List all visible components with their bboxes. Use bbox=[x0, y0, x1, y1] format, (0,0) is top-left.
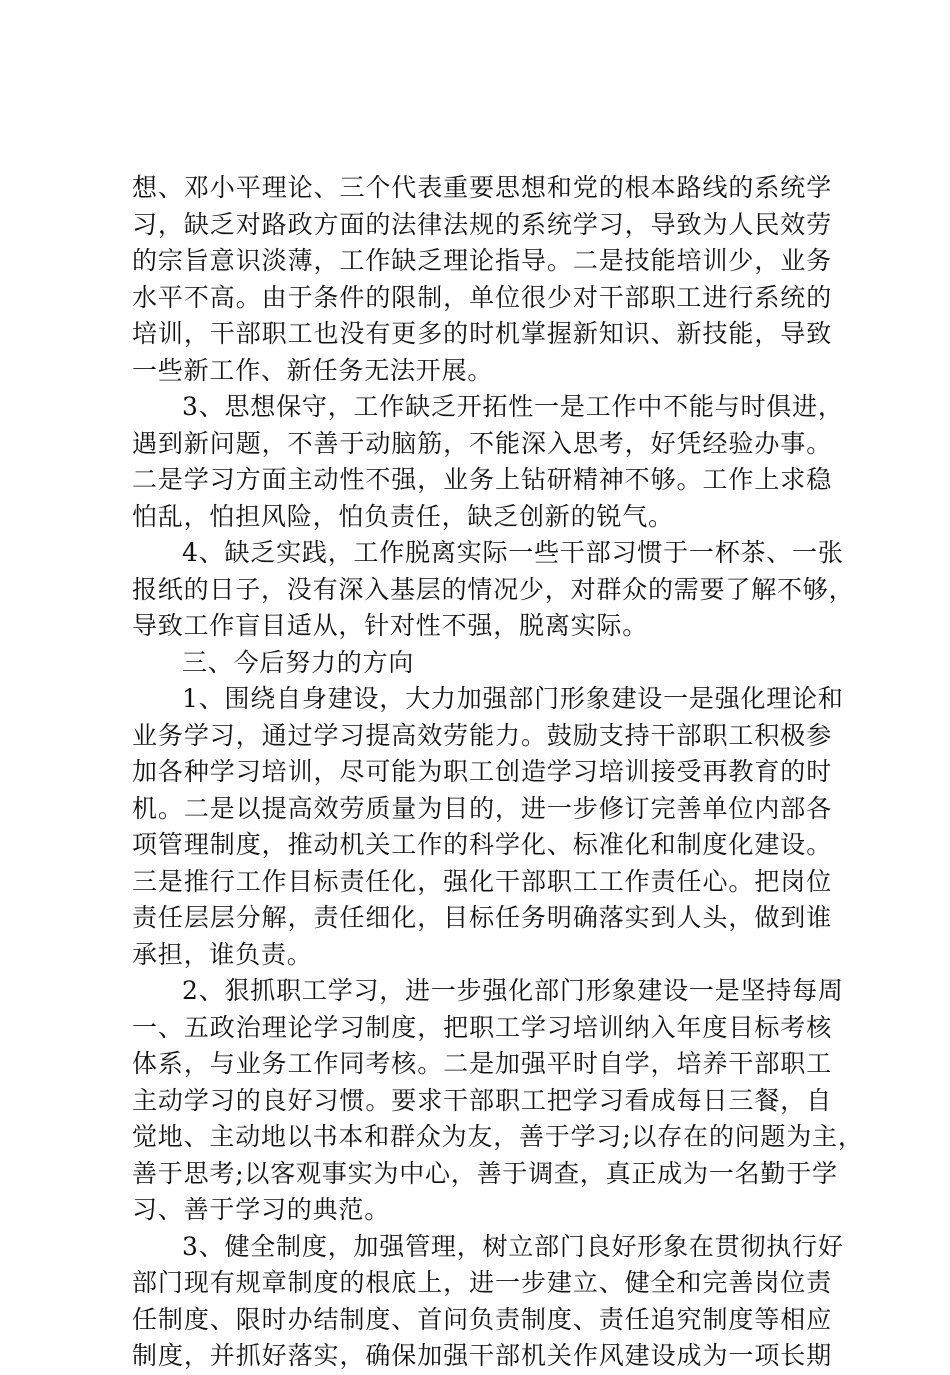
text-line: 一、五政治理论学习制度，把职工学习培训纳入年度目标考核 bbox=[132, 1012, 832, 1042]
paragraph-start-line: 2、狠抓职工学习，进一步强化部门形象建设一是坚持每周 bbox=[182, 976, 844, 1005]
text-line: 加各种学习培训，尽可能为职工创造学习培训接受再教育的时 bbox=[132, 757, 832, 786]
text-line: 导致工作盲目适从，针对性不强，脱离实际。 bbox=[132, 611, 649, 640]
text-line: 业务学习，通过学习提高效劳能力。鼓励支持干部职工积极参 bbox=[132, 720, 832, 750]
text-line: 习、善于学习的典范。 bbox=[132, 1195, 391, 1224]
text-line: 部门现有规章制度的根底上，进一步建立、健全和完善岗位责 bbox=[132, 1268, 832, 1297]
text-line: 二是学习方面主动性不强，业务上钻研精神不够。工作上求稳 bbox=[132, 465, 832, 494]
text-line: 习，缺乏对路政方面的法律法规的系统学习，导致为人民效劳 bbox=[132, 209, 832, 239]
text-line: 善于思考;以客观事实为中心，善于调查，真正成为一名勤于学 bbox=[132, 1158, 838, 1188]
text-line: 机。二是以提高效劳质量为目的，进一步修订完善单位内部各 bbox=[132, 793, 832, 823]
text-line: 责任层层分解，责任细化，目标任务明确落实到人头，做到谁 bbox=[132, 903, 832, 932]
text-line: 体系，与业务工作同考核。二是加强平时自学，培养干部职工 bbox=[132, 1049, 832, 1078]
text-line: 承担，谁负责。 bbox=[132, 939, 313, 969]
text-line: 制度，并抓好落实，确保加强干部机关作风建设成为一项长期 bbox=[132, 1341, 832, 1370]
text-line: 任制度、限时办结制度、首问负责制度、责任追究制度等相应 bbox=[132, 1304, 832, 1334]
text-line: 的宗旨意识淡薄，工作缺乏理论指导。二是技能培训少，业务 bbox=[132, 246, 832, 275]
section-heading: 三、今后努力的方向 bbox=[182, 647, 415, 677]
text-line: 主动学习的良好习惯。要求干部职工把学习看成每日三餐，自 bbox=[132, 1085, 832, 1115]
text-line: 培训，干部职工也没有更多的时机掌握新知识、新技能，导致 bbox=[132, 319, 832, 348]
text-line: 觉地、主动地以书本和群众为友，善于学习;以存在的问题为主， bbox=[132, 1122, 864, 1151]
body-text bbox=[132, 170, 864, 1375]
text-line: 水平不高。由于条件的限制，单位很少对干部职工进行系统的 bbox=[132, 282, 832, 312]
paragraph-start-line: 1、围绕自身建设，大力加强部门形象建设一是强化理论和 bbox=[182, 684, 844, 713]
text-line: 想、邓小平理论、三个代表重要思想和党的根本路线的系统学 bbox=[132, 173, 832, 202]
text-line: 怕乱，怕担风险，怕负责任，缺乏创新的锐气。 bbox=[132, 501, 674, 531]
paragraph-start-line: 3、思想保守，工作缺乏开拓性一是工作中不能与时俱进， bbox=[182, 392, 844, 421]
paragraph-start-line: 3、健全制度，加强管理，树立部门良好形象在贯彻执行好 bbox=[182, 1231, 844, 1261]
text-line: 一些新工作、新任务无法开展。 bbox=[132, 355, 494, 385]
text-line: 遇到新问题，不善于动脑筋，不能深入思考，好凭经验办事。 bbox=[132, 428, 832, 458]
text-line: 三是推行工作目标责任化，强化干部职工工作责任心。把岗位 bbox=[132, 866, 832, 896]
text-line: 报纸的日子，没有深入基层的情况少，对群众的需要了解不够， bbox=[132, 574, 855, 604]
text-line: 项管理制度，推动机关工作的科学化、标准化和制度化建设。 bbox=[132, 830, 832, 859]
paragraph-start-line: 4、缺乏实践，工作脱离实际一些干部习惯于一杯茶、一张 bbox=[182, 538, 844, 567]
